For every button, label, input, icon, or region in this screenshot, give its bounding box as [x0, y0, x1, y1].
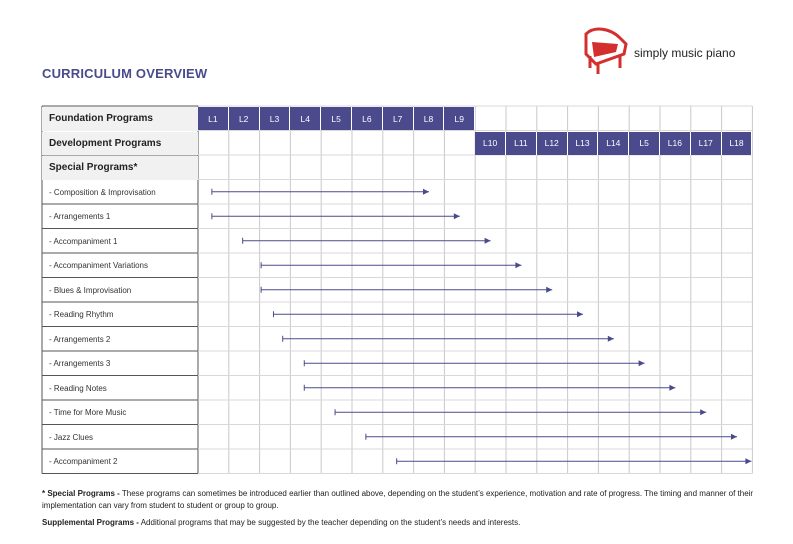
supplemental-note-label: Supplemental Programs -: [42, 518, 139, 527]
foundation-programs-label: Foundation Programs: [42, 107, 198, 131]
brand-logo: [580, 24, 760, 78]
arrowhead: [423, 189, 429, 195]
arrowhead: [577, 311, 583, 317]
development-programs-label: Development Programs: [42, 132, 198, 156]
arrowhead: [639, 360, 645, 366]
development-level-cell: L12: [537, 132, 568, 155]
development-level-cell: L17: [691, 132, 722, 155]
foundation-level-cell: L3: [260, 107, 291, 130]
brand-name: simply music piano: [634, 46, 736, 60]
arrowhead: [515, 262, 521, 268]
foundation-level-cell: L7: [383, 107, 414, 130]
special-program-label: - Jazz Clues: [49, 432, 94, 442]
foundation-level-cell: L5: [321, 107, 352, 130]
special-programs-label: Special Programs*: [42, 156, 198, 180]
footnotes: [42, 488, 762, 535]
special-program-label: - Blues & Improvisation: [49, 285, 132, 295]
foundation-level-cell: L4: [290, 107, 321, 130]
supplemental-note-text: Additional programs that may be suggested by the teacher depending on the student’s needs and interests.: [138, 518, 521, 527]
development-level-cell: L10: [475, 132, 506, 155]
grand-piano-icon: [580, 24, 632, 78]
special-programs-note: [42, 488, 762, 511]
supplemental-programs-note: [42, 517, 762, 529]
special-program-label: - Arrangements 1: [49, 212, 111, 222]
special-program-label: - Accompaniment 2: [49, 457, 118, 467]
arrowhead: [454, 213, 460, 219]
arrowhead: [485, 238, 491, 244]
development-level-cell: L11: [506, 132, 537, 155]
special-program-label: - Accompaniment Variations: [49, 261, 149, 271]
development-level-cell: L16: [660, 132, 691, 155]
special-program-label: - Accompaniment 1: [49, 236, 118, 246]
special-note-label: * Special Programs -: [42, 489, 120, 498]
foundation-level-cell: L8: [414, 107, 445, 130]
special-program-label: - Reading Notes: [49, 383, 107, 393]
development-level-cell: L18: [722, 132, 753, 155]
foundation-level-cell: L2: [229, 107, 260, 130]
arrowhead: [546, 287, 552, 293]
special-program-label: - Time for More Music: [49, 408, 127, 418]
special-program-label: - Arrangements 2: [49, 334, 111, 344]
special-program-label: - Arrangements 3: [49, 359, 111, 369]
development-level-cell: L14: [598, 132, 629, 155]
arrowhead: [669, 385, 675, 391]
foundation-level-cell: L1: [198, 107, 229, 130]
arrowhead: [731, 434, 737, 440]
special-program-label: - Composition & Improvisation: [49, 187, 156, 197]
page-title: CURRICULUM OVERVIEW: [42, 66, 208, 81]
special-program-label: - Reading Rhythm: [49, 310, 114, 320]
arrowhead: [608, 336, 614, 342]
special-note-text: These programs can sometimes be introduced earlier than outlined above, depending on the student’s experience, motivation and rate of progress. The timing and manner of their implementation can vary from student to student or group to group.: [42, 489, 754, 510]
arrowhead: [700, 409, 706, 415]
development-level-cell: L13: [568, 132, 599, 155]
foundation-level-cell: L9: [444, 107, 475, 130]
arrowhead: [745, 458, 751, 464]
development-level-cell: L5: [629, 132, 660, 155]
foundation-level-cell: L6: [352, 107, 383, 130]
